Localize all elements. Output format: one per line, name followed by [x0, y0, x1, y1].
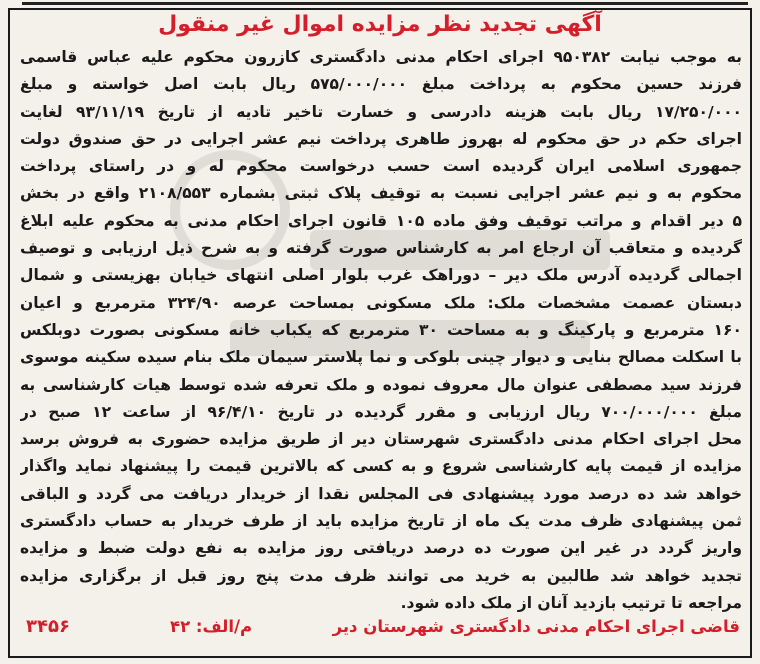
body-line: خواهد شد ده درصد مورد پیشنهادی فی المجلس نقدا از خریدار دریافت می گردد و الباقی	[20, 484, 742, 503]
body-line: جمهوری اسلامی ایران گردیده است حسب درخواست محکوم له و در راستای پرداخت	[20, 157, 742, 176]
body-line: تجدید خواهد شد طالبین به خرید می توانند ظرف مدت پنج روز قبل از برگزاری مزایده	[20, 566, 742, 585]
body-line: اجرای حکم در حق محکوم له بهروز طاهری پرداخت نیم عشر اجرایی در حق صندوق دولت	[20, 129, 742, 148]
body-line: محل اجرای احکام مدنی دادگستری شهرستان دیر از طریق مزایده حضوری به فروش برسد	[20, 430, 742, 449]
signature-line: قاضی اجرای احکام مدنی دادگستری شهرستان دیر	[332, 617, 740, 636]
top-rule	[22, 2, 748, 5]
body-line: مزایده از قیمت پایه کارشناسی شروع و به کسی که بالاترین قیمت را پیشنهاد نماید واگذار	[20, 457, 742, 476]
body-line: مبلغ ۷۰۰/۰۰۰/۰۰۰ ریال ارزیابی و مقرر گردیده در تاریخ ۹۶/۴/۱۰ از ساعت ۱۲ صبح در	[20, 402, 742, 421]
body-line: فرزند سید مصطفی عنوان مال معروف نموده و ملک تعرفه شده توسط هیات کارشناسی به	[20, 375, 742, 394]
notice-footer	[20, 612, 742, 642]
body-line: ۵ دیر اقدام و مراتب توقیف وفق ماده ۱۰۵ قانون اجرای احکام مدنی به محکوم علیه ابلاغ	[20, 211, 742, 230]
body-line: گردیده و متعاقب آن ارجاع امر به کارشناس صورت گرفته و به شرح ذیل ارزیابی و توصیف	[20, 239, 742, 258]
reference-number: م/الف: ۴۲	[170, 617, 253, 636]
body-line: ۱۷/۲۵۰/۰۰۰ ریال بابت هزینه دادرسی و خسارت تاخیر تادیه از تاریخ ۹۳/۱۱/۱۹ لغایت	[20, 102, 742, 121]
notice-code: ۳۴۵۶	[26, 616, 70, 637]
body-line: اجمالی گردیده آدرس ملک دیر – دوراهک غرب بلوار اصلی انتهای خیابان بهزیستی و شمال	[20, 266, 742, 285]
body-line: مراجعه تا ترتیب بازدید آنان از ملک داده شود.	[400, 593, 742, 612]
body-line: فرزند حسین محکوم به پرداخت مبلغ ۵۷۵/۰۰۰/۰۰۰ ریال بابت اصل خواسته و مبلغ	[20, 75, 742, 94]
notice-body	[20, 44, 742, 617]
body-line: محکوم به و نیم عشر اجرایی نسبت به توقیف پلاک ثبتی بشماره ۲۱۰۸/۵۵۳ واقع در بخش	[20, 184, 742, 203]
body-line: ۱۶۰ مترمربع و پارکینگ و به مساحت ۳۰ مترمربع که یکباب خانه مسکونی بصورت دوبلکس	[20, 320, 742, 339]
body-line: به موجب نیابت ۹۵۰۳۸۲ اجرای احکام مدنی دادگستری کازرون محکوم علیه عباس قاسمی	[20, 48, 742, 66]
notice-title: آگهی تجدید نظر مزایده اموال غیر منقول	[158, 12, 602, 37]
body-line: ثمن پیشنهادی ظرف مدت یک ماه از تاریخ مزایده باید از طرف خریدار به حساب دادگستری	[20, 512, 742, 531]
body-line: با اسکلت مصالح بنایی و دیوار چینی بلوکی و نما پلاستر سیمان ملک بنام سیده سکینه موسوی	[20, 348, 742, 367]
body-line: واریز گردد در غیر این صورت ده درصد دریافتی روز مزایده به نفع دولت ضبط و مزایده	[20, 539, 742, 558]
body-line: دبستان عصمت مشخصات ملک: ملک مسکونی بمساحت عرصه ۳۲۴/۹۰ مترمربع و اعیان	[20, 293, 742, 312]
